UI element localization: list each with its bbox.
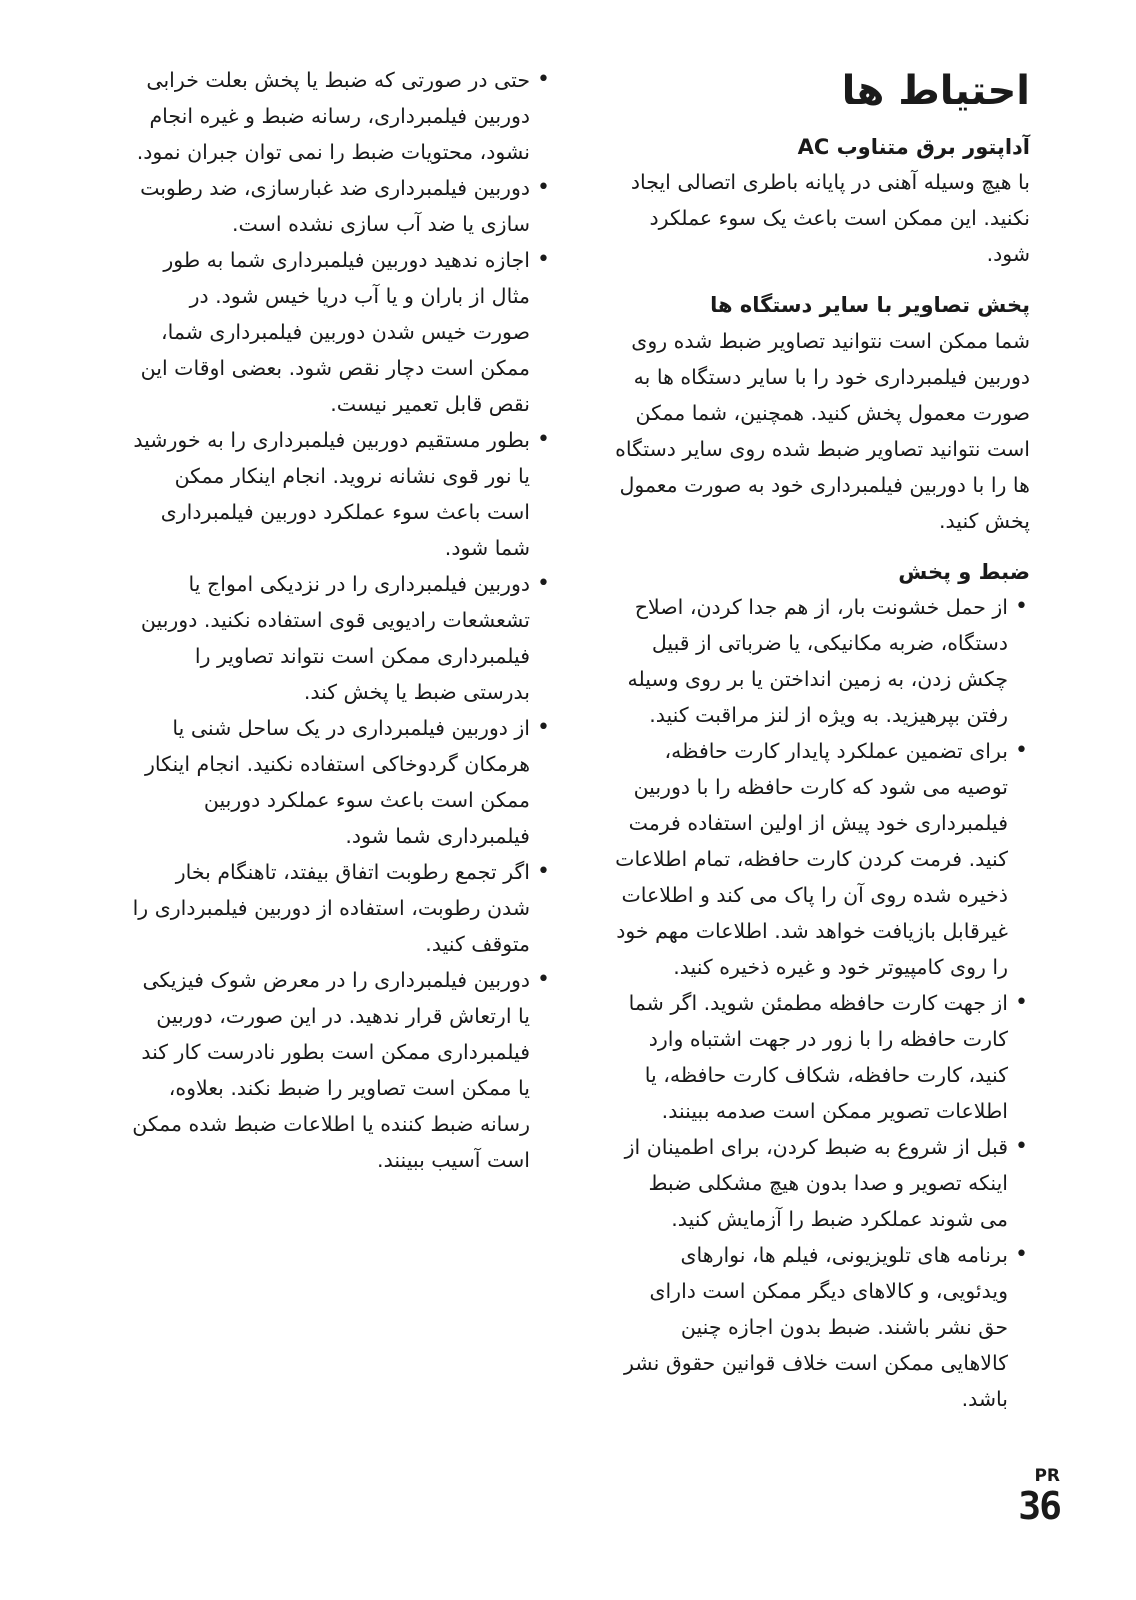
section-body: شما ممکن است نتوانید تصاویر ضبط شده روی دوربین فیلمبرداری خود را با سایر دستگاه ها به صورت معمول پخش کنید. همچنین، شما ممکن است نتوانید تصاویر ضبط شده روی سایر دستگاه ها را با دوربین فیلمبرداری خود به صورت معمول پخش کنید. (615, 328, 1030, 533)
bullet-list (614, 589, 1030, 1417)
list-item: • از حمل خشونت بار، از هم جدا کردن، اصلاح دستگاه، ضربه مکانیکی، یا ضرباتی از قبیل چکش زدن، به زمین انداختن یا بر روی وسیله رفتن بپرهیزید. به ویژه از لنز مراقبت کنید. (614, 589, 1030, 733)
page-title: احتیاط ها (841, 68, 1030, 114)
list-item: • دوربین فیلمبرداری را در معرض شوک فیزیکی یا ارتعاش قرار ندهید. در این صورت، دوربین فیلمبرداری ممکن است بطور نادرست کار کند یا ممکن است تصاویر را ضبط نکند. بعلاوه، رسانه ضبط کننده یا اطلاعات ضبط شده ممکن است آسیب ببینند. (128, 962, 552, 1178)
section-body: با هیچ وسیله آهنی در پایانه باطری اتصالی ایجاد نکنید. این ممکن است باعث یک سوء عملکرد شود. (630, 170, 1030, 267)
section-ac-adapter (614, 132, 1030, 272)
section-playback-other-devices (614, 290, 1030, 538)
list-item: • از جهت کارت حافظه مطمئن شوید. اگر شما کارت حافظه را با زور در جهت اشتباه وارد کنید، کارت حافظه، شکاف کارت حافظه، یا اطلاعات تصویر ممکن است صدمه ببینند. (614, 985, 1030, 1129)
list-item: • از دوربین فیلمبرداری در یک ساحل شنی یا هرمکان گردوخاکی استفاده نکنید. انجام اینکار ممکن است باعث سوء عملکرد دوربین فیلمبرداری شما شود. (128, 710, 552, 854)
right-column (614, 62, 1030, 1429)
section-heading: آداپتور برق متناوب AC (797, 135, 1030, 159)
list-item: • برنامه های تلویزیونی، فیلم ها، نوارهای ویدئویی، و کالاهای دیگر ممکن است دارای حق نشر باشند. ضبط بدون اجازه چنین کالاهایی ممکن است خلاف قوانین حقوق نشر باشد. (614, 1237, 1030, 1417)
list-item: • حتی در صورتی که ضبط یا پخش بعلت خرابی دوربین فیلمبرداری، رسانه ضبط و غیره انجام نشود، محتویات ضبط را نمی توان جبران نمود. (128, 62, 552, 170)
language-tag: PR (1034, 1466, 1060, 1486)
list-item: • برای تضمین عملکرد پایدار کارت حافظه، توصیه می شود که کارت حافظه را با دوربین فیلمبرداری خود پیش از اولین استفاده فرمت کنید. فرمت کردن کارت حافظه، تمام اطلاعات ذخیره شده روی آن را پاک می کند و اطلاعات غیرقابل بازیافت خواهد شد. اطلاعات مهم خود را روی کامپیوتر خود و غیره ذخیره کنید. (614, 733, 1030, 985)
left-column (128, 62, 552, 1178)
list-item: • اجازه ندهید دوربین فیلمبرداری شما به طور مثال از باران و یا آب دریا خیس شود. در صورت خیس شدن دوربین فیلمبرداری شما، ممکن است دچار نقص شود. بعضی اوقات این نقص قابل تعمیر نیست. (128, 242, 552, 422)
list-item: • دوربین فیلمبرداری ضد غبارسازی، ضد رطوبت سازی یا ضد آب سازی نشده است. (128, 170, 552, 242)
section-recording-playback (614, 557, 1030, 1417)
list-item: • دوربین فیلمبرداری را در نزدیکی امواج یا تشعشعات رادیویی قوی استفاده نکنید. دوربین فیلمبرداری ممکن است نتواند تصاویر را بدرستی ضبط یا پخش کند. (128, 566, 552, 710)
page-number: 36 (1018, 1484, 1060, 1528)
bullet-list (128, 62, 552, 1178)
list-item: • اگر تجمع رطوبت اتفاق بیفتد، تاهنگام بخار شدن رطوبت، استفاده از دوربین فیلمبرداری را متوقف کنید. (128, 854, 552, 962)
section-heading: ضبط و پخش (898, 559, 1030, 584)
list-item: • بطور مستقیم دوربین فیلمبرداری را به خورشید یا نور قوی نشانه نروید. انجام اینکار ممکن است باعث سوء عملکرد دوربین فیلمبرداری شما شود. (128, 422, 552, 566)
list-item: • قبل از شروع به ضبط کردن، برای اطمینان از اینکه تصویر و صدا بدون هیچ مشکلی ضبط می شوند عملکرد ضبط را آزمایش کنید. (614, 1129, 1030, 1237)
section-heading: پخش تصاویر با سایر دستگاه ها (710, 293, 1030, 318)
